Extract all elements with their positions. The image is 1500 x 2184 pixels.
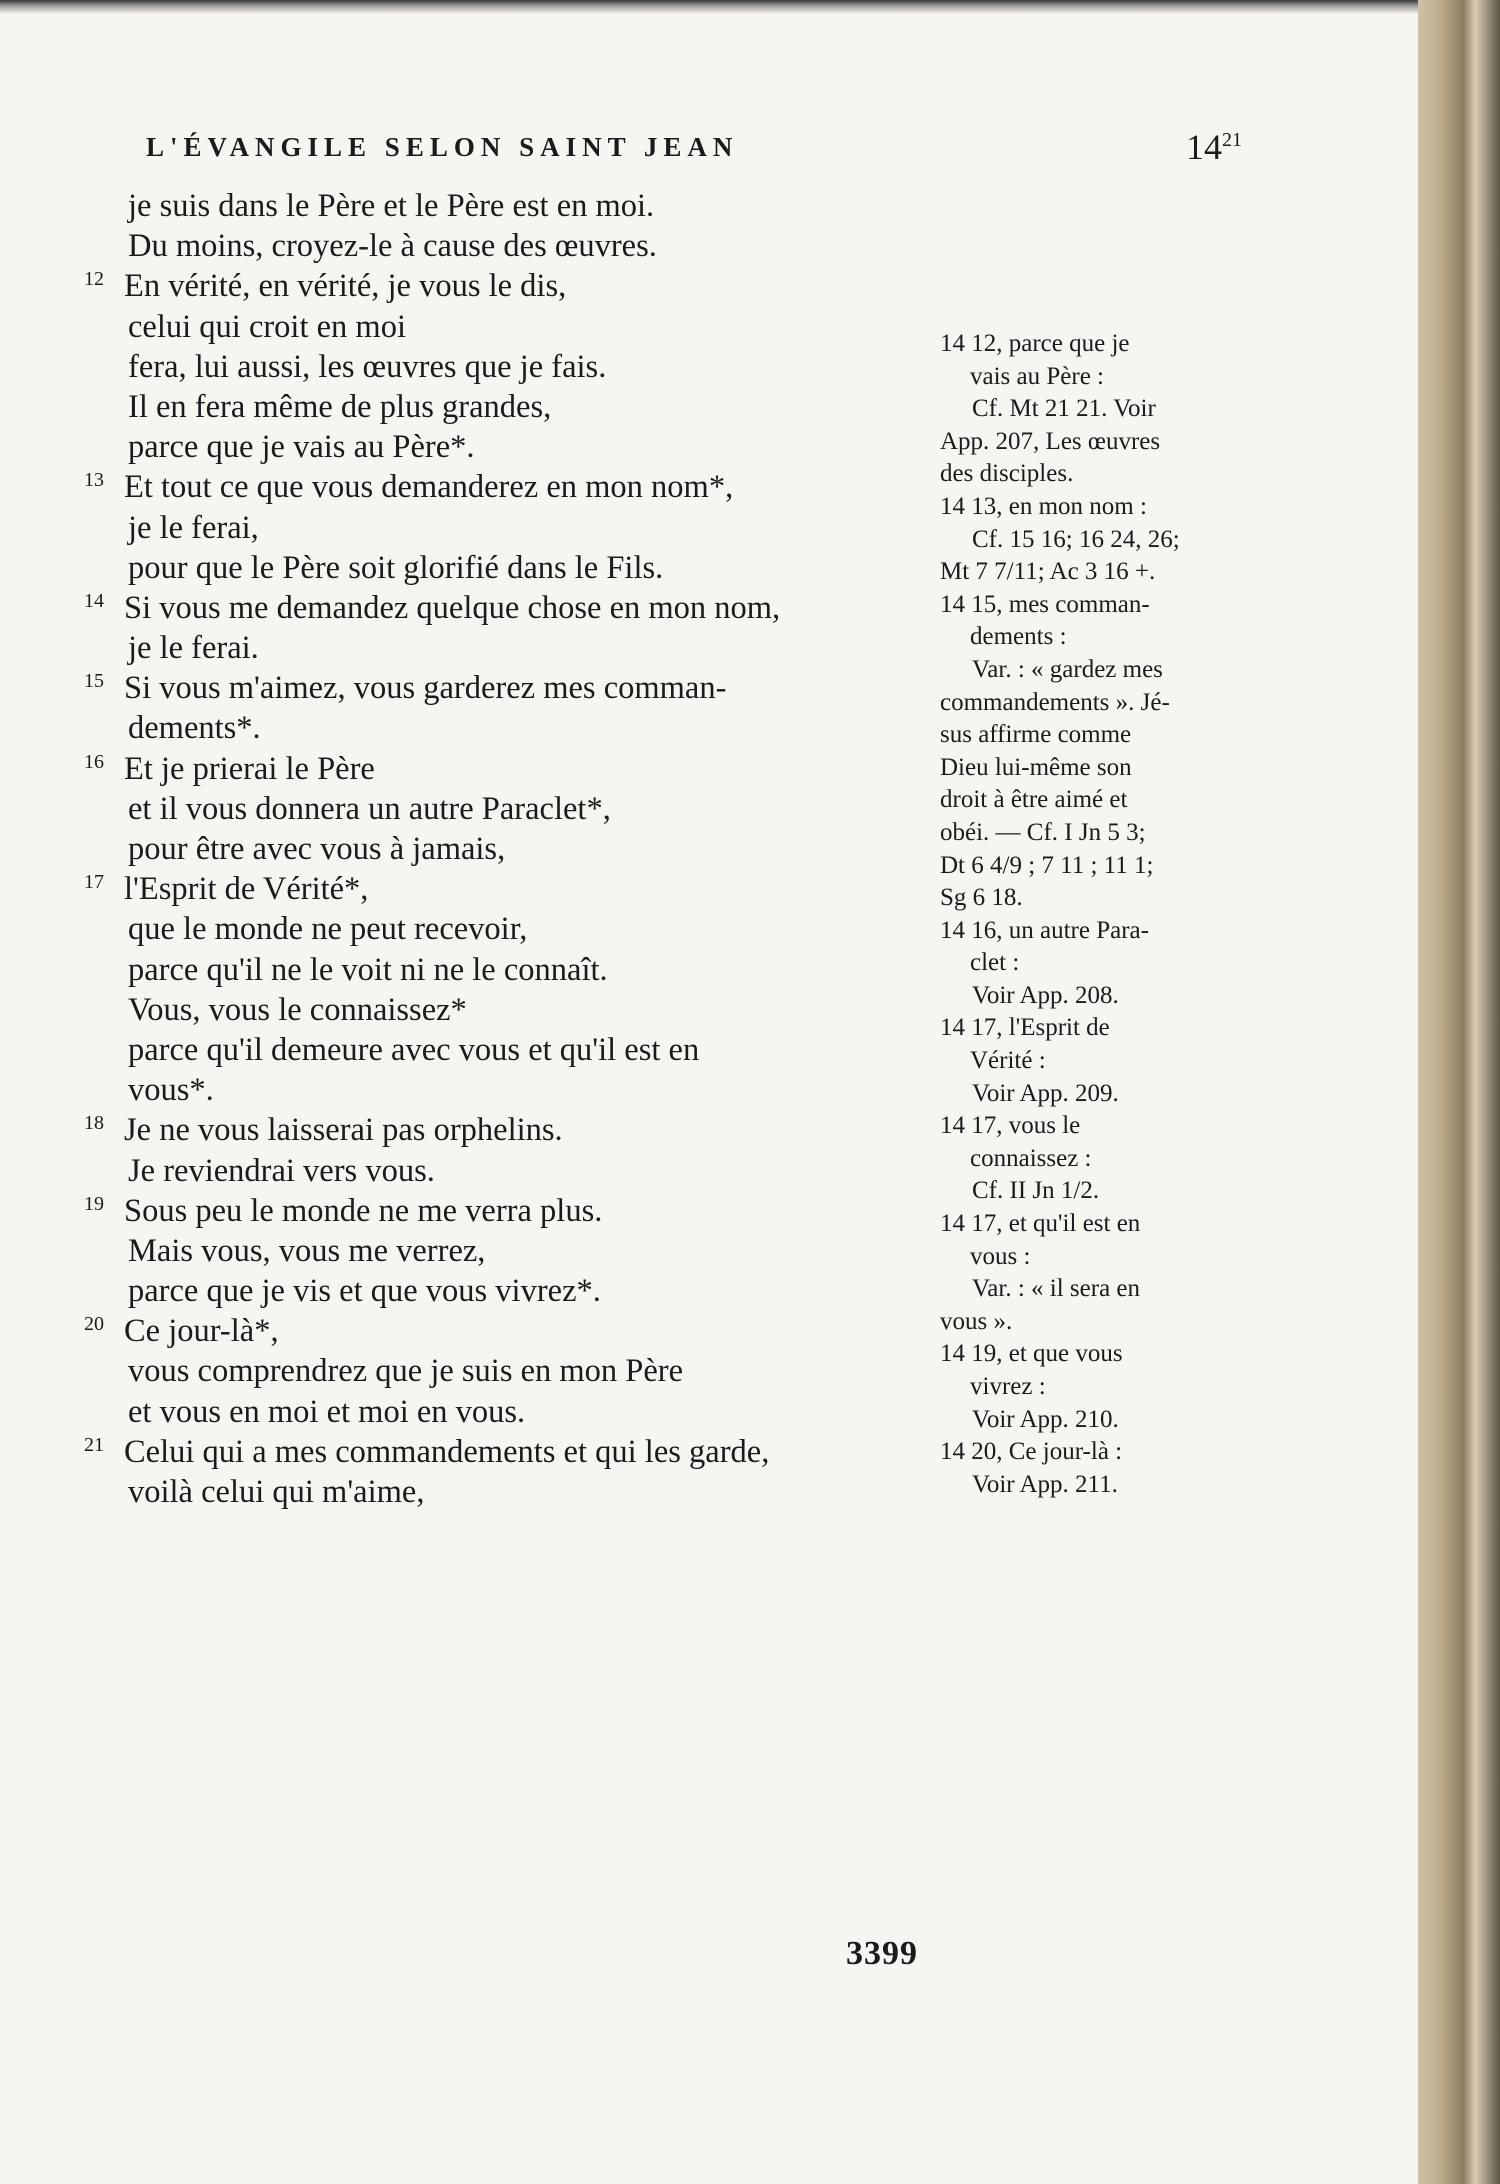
page-number: 3399	[846, 1935, 918, 1972]
verse-number: 20	[84, 1313, 104, 1336]
margin-note-line: Vérité :	[970, 1047, 1046, 1075]
verse-line	[84, 1311, 932, 1351]
verse-text: Il en fera même de plus grandes,	[128, 388, 552, 425]
margin-note-line: obéi. — Cf. I Jn 5 3;	[940, 818, 1146, 846]
scan-top-shadow	[0, 0, 1418, 14]
verse-text: parce qu'il ne le voit ni ne le connaît.	[128, 951, 608, 988]
verse-text: et vous en moi et moi en vous.	[128, 1393, 526, 1430]
margin-note-line: vais au Père :	[970, 362, 1104, 390]
margin-note-line: vivrez :	[970, 1373, 1046, 1400]
verse-line	[84, 1030, 932, 1070]
verse-text: En vérité, en vérité, je vous le dis,	[124, 268, 567, 305]
verse-text: Sous peu le monde ne me verra plus.	[124, 1192, 603, 1229]
scripture-text	[84, 186, 932, 1512]
margin-note-line: Voir App. 208.	[972, 981, 1119, 1009]
verse-text: pour être avec vous à jamais,	[128, 831, 506, 867]
verse-text: Je reviendrai vers vous.	[128, 1152, 435, 1189]
margin-note-line: sus affirme comme	[940, 721, 1132, 749]
margin-note-line: dements :	[970, 623, 1067, 651]
verse-line	[84, 226, 932, 266]
verse-text: dements*.	[128, 710, 261, 747]
verse-line	[84, 668, 932, 708]
verse-line	[84, 347, 932, 387]
verse-line	[84, 186, 932, 226]
verse-number: 17	[84, 871, 104, 894]
verse-text: voilà celui qui m'aime,	[128, 1474, 425, 1510]
margin-note-line: Cf. Mt 21 21. Voir	[972, 395, 1156, 423]
margin-note-line: Cf. II Jn 1/2.	[972, 1177, 1100, 1205]
margin-note-line: 14 15, mes comman-	[940, 590, 1150, 618]
verse-line	[84, 307, 932, 347]
verse-line	[84, 708, 932, 748]
margin-note-line: des disciples.	[940, 460, 1074, 488]
verse-text: je le ferai,	[128, 509, 259, 546]
margin-note-line: clet :	[970, 949, 1020, 977]
verse-line	[84, 749, 932, 789]
margin-note-line: Sg 6 18.	[940, 884, 1023, 912]
verse-number: 21	[84, 1433, 104, 1456]
verse-line	[84, 1070, 932, 1110]
verse-line	[84, 548, 932, 588]
verse-line	[84, 1191, 932, 1231]
margin-note-line: vous :	[970, 1242, 1031, 1270]
verse-line	[84, 1392, 932, 1432]
verse-line	[84, 869, 932, 909]
verse-line	[84, 990, 932, 1030]
verse-line	[84, 1351, 932, 1391]
verse-line	[84, 1271, 932, 1311]
verse-text: et il vous donnera un autre Paraclet*,	[128, 790, 611, 827]
verse-text: parce qu'il demeure avec vous et qu'il est en	[128, 1031, 700, 1068]
verse-text: parce que je vais au Père*.	[128, 429, 475, 466]
verse-text: Je ne vous laisserai pas orphelins.	[124, 1112, 563, 1149]
verse-line	[84, 387, 932, 427]
verse-text: Si vous me demandez quelque chose en mon nom,	[124, 589, 781, 626]
verse-number: 15	[84, 670, 104, 693]
margin-note-line: Var. : « gardez mes	[972, 655, 1163, 683]
verse-number: 18	[84, 1112, 104, 1135]
verse-text: parce que je vis et que vous vivrez*.	[128, 1273, 601, 1310]
verse-line	[84, 909, 932, 949]
chapter-verse-marker	[1186, 126, 1242, 168]
verse-line	[84, 1432, 932, 1472]
chapter-number: 14	[1186, 127, 1222, 167]
verse-number: 13	[84, 469, 104, 492]
verse-number: 12	[84, 268, 104, 291]
verse-text: Vous, vous le connaissez*	[128, 991, 467, 1028]
margin-note-line: Mt 7 7/11; Ac 3 16 +.	[940, 558, 1156, 586]
margin-note-line: Voir App. 211.	[972, 1470, 1118, 1498]
verse-text: je suis dans le Père et le Père est en moi.	[128, 188, 655, 224]
margin-note-line: 14 17, vous le	[940, 1112, 1081, 1140]
margin-note-line: App. 207, Les œuvres	[940, 427, 1161, 455]
margin-note-line: 14 20, Ce jour-là :	[940, 1438, 1123, 1466]
verse-text: vous comprendrez que je suis en mon Père	[128, 1353, 684, 1390]
margin-note-line: commandements ». Jé-	[940, 688, 1170, 716]
verse-text: Si vous m'aimez, vous garderez mes comman-	[124, 670, 727, 707]
margin-note-line: 14 13, en mon nom :	[940, 492, 1147, 520]
verse-line	[84, 1110, 932, 1150]
margin-note-line: droit à être aimé et	[940, 786, 1128, 814]
verse-line	[84, 508, 932, 548]
verse-line	[84, 1472, 932, 1512]
margin-note-line: Dieu lui-même son	[940, 753, 1132, 781]
verse-number: 14	[84, 589, 104, 612]
verse-line	[84, 467, 932, 507]
verse-text: Et tout ce que vous demanderez en mon nom*,	[124, 469, 734, 506]
margin-note-line: 14 17, l'Esprit de	[940, 1014, 1110, 1042]
margin-note-line: Cf. 15 16; 16 24, 26;	[972, 525, 1180, 553]
margin-note-line: 14 19, et que vous	[940, 1340, 1123, 1368]
margin-note-line: Voir App. 210.	[972, 1405, 1119, 1433]
verse-text: je le ferai.	[128, 630, 259, 667]
verse-text: Mais vous, vous me verrez,	[128, 1232, 486, 1269]
margin-note-line: 14 12, parce que je	[940, 330, 1130, 357]
margin-note-line: connaissez :	[970, 1144, 1092, 1172]
verse-line	[84, 950, 932, 990]
verse-line	[84, 829, 932, 869]
book-page-edge	[1418, 0, 1500, 2184]
verse-line	[84, 266, 932, 306]
margin-note-line: Var. : « il sera en	[972, 1275, 1141, 1303]
verse-line	[84, 427, 932, 467]
verse-text: que le monde ne peut recevoir,	[128, 911, 528, 948]
verse-text: Ce jour-là*,	[124, 1313, 279, 1350]
verse-line	[84, 1151, 932, 1191]
verse-text: Celui qui a mes commandements et qui les garde,	[124, 1433, 770, 1470]
verse-line	[84, 1231, 932, 1271]
verse-text: l'Esprit de Vérité*,	[124, 871, 369, 908]
verse-number: 19	[84, 1192, 104, 1215]
verse-text: vous*.	[128, 1072, 214, 1109]
margin-note-line: Dt 6 4/9 ; 7 11 ; 11 1;	[940, 851, 1154, 879]
running-title: L'ÉVANGILE SELON SAINT JEAN	[146, 132, 739, 162]
verse-text: fera, lui aussi, les œuvres que je fais.	[128, 348, 607, 385]
verse-text: pour que le Père soit glorifié dans le Fils.	[128, 549, 664, 586]
verse-line	[84, 789, 932, 829]
verse-number: 16	[84, 750, 104, 773]
margin-note-line: Voir App. 209.	[972, 1079, 1119, 1107]
verse-text: celui qui croit en moi	[128, 308, 406, 345]
verse-line	[84, 628, 932, 668]
margin-note-line: 14 17, et qu'il est en	[940, 1210, 1141, 1238]
margin-notes	[940, 328, 1238, 1501]
verse-line	[84, 588, 932, 628]
verse-text: Du moins, croyez-le à cause des œuvres.	[128, 228, 657, 265]
verse-text: Et je prierai le Père	[124, 750, 375, 787]
verse-number: 21	[1222, 129, 1242, 151]
margin-note-line: vous ».	[940, 1307, 1013, 1335]
running-head	[146, 127, 1242, 172]
margin-note-line: 14 16, un autre Para-	[940, 916, 1149, 944]
